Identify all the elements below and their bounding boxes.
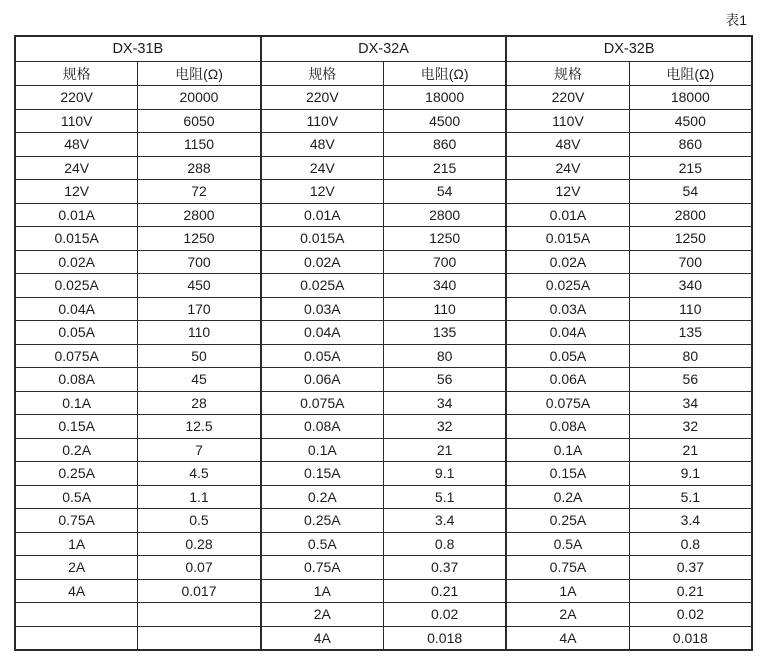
resistance-cell: 135 <box>383 321 506 345</box>
resistance-cell: 72 <box>138 180 261 204</box>
resistance-cell: 9.1 <box>383 462 506 486</box>
resistance-cell: 0.018 <box>629 626 752 650</box>
spec-column-header: 规格 <box>15 62 138 86</box>
resistance-cell: 110 <box>138 321 261 345</box>
resistance-cell: 0.37 <box>383 556 506 580</box>
spec-cell: 110V <box>261 109 384 133</box>
spec-cell: 0.01A <box>15 203 138 227</box>
resistance-cell: 32 <box>383 415 506 439</box>
table-row <box>15 368 752 392</box>
resistance-cell: 32 <box>629 415 752 439</box>
spec-cell: 0.5A <box>15 485 138 509</box>
spec-cell: 48V <box>506 133 629 157</box>
spec-cell: 0.02A <box>15 250 138 274</box>
table-row <box>15 344 752 368</box>
spec-cell: 0.015A <box>15 227 138 251</box>
resistance-cell: 0.28 <box>138 532 261 556</box>
spec-cell: 0.08A <box>261 415 384 439</box>
table-row <box>15 180 752 204</box>
spec-cell: 48V <box>261 133 384 157</box>
resistance-cell: 0.8 <box>629 532 752 556</box>
spec-cell: 1A <box>15 532 138 556</box>
resistance-cell: 0.21 <box>383 579 506 603</box>
resistance-cell: 5.1 <box>383 485 506 509</box>
spec-cell: 0.015A <box>506 227 629 251</box>
resistance-cell: 6050 <box>138 109 261 133</box>
spec-cell: 0.01A <box>506 203 629 227</box>
table-row <box>15 391 752 415</box>
table-row <box>15 133 752 157</box>
spec-cell: 0.03A <box>506 297 629 321</box>
resistance-cell: 1250 <box>138 227 261 251</box>
resistance-cell: 56 <box>383 368 506 392</box>
spec-cell: 0.1A <box>506 438 629 462</box>
spec-cell: 4A <box>15 579 138 603</box>
table-row <box>15 227 752 251</box>
resistance-cell: 0.8 <box>383 532 506 556</box>
spec-cell: 0.025A <box>506 274 629 298</box>
spec-column-header: 规格 <box>261 62 384 86</box>
spec-cell: 0.2A <box>506 485 629 509</box>
table-row <box>15 274 752 298</box>
resistance-cell: 80 <box>383 344 506 368</box>
table-header <box>15 36 752 86</box>
spec-cell: 0.08A <box>15 368 138 392</box>
spec-cell: 1A <box>506 579 629 603</box>
table-row <box>15 626 752 650</box>
spec-cell: 0.06A <box>506 368 629 392</box>
resistance-column-header: 电阻(Ω) <box>629 62 752 86</box>
resistance-cell: 0.37 <box>629 556 752 580</box>
resistance-cell: 450 <box>138 274 261 298</box>
resistance-cell: 20000 <box>138 86 261 110</box>
spec-cell: 0.2A <box>261 485 384 509</box>
table-row <box>15 297 752 321</box>
resistance-cell: 0.017 <box>138 579 261 603</box>
resistance-cell: 80 <box>629 344 752 368</box>
spec-cell: 0.06A <box>261 368 384 392</box>
table-row <box>15 603 752 627</box>
resistance-cell: 28 <box>138 391 261 415</box>
resistance-cell: 2800 <box>383 203 506 227</box>
resistance-cell: 170 <box>138 297 261 321</box>
table-row <box>15 556 752 580</box>
table-row <box>15 156 752 180</box>
spec-cell: 12V <box>506 180 629 204</box>
column-header-row <box>15 62 752 86</box>
resistance-cell: 860 <box>629 133 752 157</box>
resistance-column-header: 电阻(Ω) <box>383 62 506 86</box>
resistance-cell: 700 <box>629 250 752 274</box>
resistance-cell: 34 <box>383 391 506 415</box>
resistance-cell <box>138 603 261 627</box>
resistance-cell: 215 <box>383 156 506 180</box>
resistance-cell: 0.02 <box>629 603 752 627</box>
resistance-cell: 0.07 <box>138 556 261 580</box>
spec-cell: 0.5A <box>506 532 629 556</box>
spec-cell: 4A <box>261 626 384 650</box>
spec-cell: 24V <box>15 156 138 180</box>
spec-cell: 0.25A <box>261 509 384 533</box>
resistance-cell <box>138 626 261 650</box>
spec-cell: 2A <box>506 603 629 627</box>
resistance-cell: 7 <box>138 438 261 462</box>
resistance-cell: 4500 <box>383 109 506 133</box>
table-row <box>15 203 752 227</box>
table-row <box>15 438 752 462</box>
resistance-spec-table <box>14 35 753 651</box>
spec-cell: 0.15A <box>261 462 384 486</box>
table-row <box>15 462 752 486</box>
resistance-cell: 700 <box>138 250 261 274</box>
spec-cell: 110V <box>15 109 138 133</box>
resistance-cell: 0.018 <box>383 626 506 650</box>
spec-cell: 0.075A <box>15 344 138 368</box>
spec-cell: 0.05A <box>506 344 629 368</box>
resistance-cell: 50 <box>138 344 261 368</box>
resistance-cell: 3.4 <box>629 509 752 533</box>
table-row <box>15 509 752 533</box>
table-row <box>15 250 752 274</box>
spec-cell: 1A <box>261 579 384 603</box>
spec-cell: 0.15A <box>15 415 138 439</box>
spec-cell: 220V <box>261 86 384 110</box>
spec-cell: 0.04A <box>15 297 138 321</box>
resistance-cell: 0.5 <box>138 509 261 533</box>
table-row <box>15 532 752 556</box>
resistance-cell: 340 <box>629 274 752 298</box>
table-row <box>15 321 752 345</box>
table-caption: 表1 <box>725 12 747 28</box>
resistance-cell: 215 <box>629 156 752 180</box>
spec-cell: 0.05A <box>261 344 384 368</box>
spec-cell: 24V <box>261 156 384 180</box>
spec-cell: 0.1A <box>261 438 384 462</box>
resistance-cell: 1250 <box>383 227 506 251</box>
resistance-cell: 45 <box>138 368 261 392</box>
resistance-cell: 2800 <box>629 203 752 227</box>
spec-cell: 48V <box>15 133 138 157</box>
spec-cell: 2A <box>261 603 384 627</box>
table-body <box>15 86 752 651</box>
resistance-cell: 340 <box>383 274 506 298</box>
group-header-dx-32a: DX-32A <box>261 36 507 62</box>
spec-cell: 0.2A <box>15 438 138 462</box>
spec-cell: 0.075A <box>506 391 629 415</box>
resistance-column-header: 电阻(Ω) <box>138 62 261 86</box>
spec-cell: 0.75A <box>261 556 384 580</box>
resistance-cell: 21 <box>383 438 506 462</box>
spec-cell: 0.02A <box>506 250 629 274</box>
spec-cell: 0.05A <box>15 321 138 345</box>
resistance-cell: 12.5 <box>138 415 261 439</box>
resistance-cell: 860 <box>383 133 506 157</box>
spec-cell: 110V <box>506 109 629 133</box>
spec-cell: 4A <box>506 626 629 650</box>
spec-cell: 220V <box>15 86 138 110</box>
resistance-cell: 110 <box>629 297 752 321</box>
resistance-cell: 3.4 <box>383 509 506 533</box>
spec-cell: 0.25A <box>506 509 629 533</box>
table-row <box>15 415 752 439</box>
spec-cell: 0.75A <box>506 556 629 580</box>
table-row <box>15 109 752 133</box>
spec-cell: 220V <box>506 86 629 110</box>
resistance-cell: 135 <box>629 321 752 345</box>
spec-cell: 0.025A <box>261 274 384 298</box>
spec-cell: 0.04A <box>506 321 629 345</box>
spec-cell <box>15 626 138 650</box>
resistance-cell: 4500 <box>629 109 752 133</box>
spec-cell: 12V <box>15 180 138 204</box>
resistance-cell: 0.21 <box>629 579 752 603</box>
spec-cell: 0.75A <box>15 509 138 533</box>
resistance-cell: 288 <box>138 156 261 180</box>
spec-cell: 0.5A <box>261 532 384 556</box>
resistance-cell: 1250 <box>629 227 752 251</box>
resistance-cell: 1150 <box>138 133 261 157</box>
group-header-dx-32b: DX-32B <box>506 36 752 62</box>
group-header-dx-31b: DX-31B <box>15 36 261 62</box>
resistance-cell: 54 <box>629 180 752 204</box>
resistance-cell: 18000 <box>629 86 752 110</box>
spec-cell: 0.04A <box>261 321 384 345</box>
spec-cell: 2A <box>15 556 138 580</box>
spec-cell: 0.025A <box>15 274 138 298</box>
spec-cell: 0.01A <box>261 203 384 227</box>
resistance-cell: 4.5 <box>138 462 261 486</box>
spec-cell <box>15 603 138 627</box>
spec-cell: 24V <box>506 156 629 180</box>
resistance-cell: 2800 <box>138 203 261 227</box>
resistance-cell: 56 <box>629 368 752 392</box>
resistance-cell: 0.02 <box>383 603 506 627</box>
spec-cell: 0.08A <box>506 415 629 439</box>
resistance-cell: 21 <box>629 438 752 462</box>
resistance-cell: 9.1 <box>629 462 752 486</box>
resistance-cell: 54 <box>383 180 506 204</box>
spec-cell: 12V <box>261 180 384 204</box>
group-header-row <box>15 36 752 62</box>
table-row <box>15 485 752 509</box>
resistance-cell: 1.1 <box>138 485 261 509</box>
spec-cell: 0.25A <box>15 462 138 486</box>
table-row <box>15 579 752 603</box>
spec-cell: 0.075A <box>261 391 384 415</box>
spec-cell: 0.03A <box>261 297 384 321</box>
resistance-cell: 700 <box>383 250 506 274</box>
spec-column-header: 规格 <box>506 62 629 86</box>
resistance-cell: 5.1 <box>629 485 752 509</box>
spec-cell: 0.02A <box>261 250 384 274</box>
table-row <box>15 86 752 110</box>
resistance-cell: 18000 <box>383 86 506 110</box>
spec-cell: 0.1A <box>15 391 138 415</box>
resistance-cell: 34 <box>629 391 752 415</box>
spec-cell: 0.015A <box>261 227 384 251</box>
spec-cell: 0.15A <box>506 462 629 486</box>
resistance-cell: 110 <box>383 297 506 321</box>
